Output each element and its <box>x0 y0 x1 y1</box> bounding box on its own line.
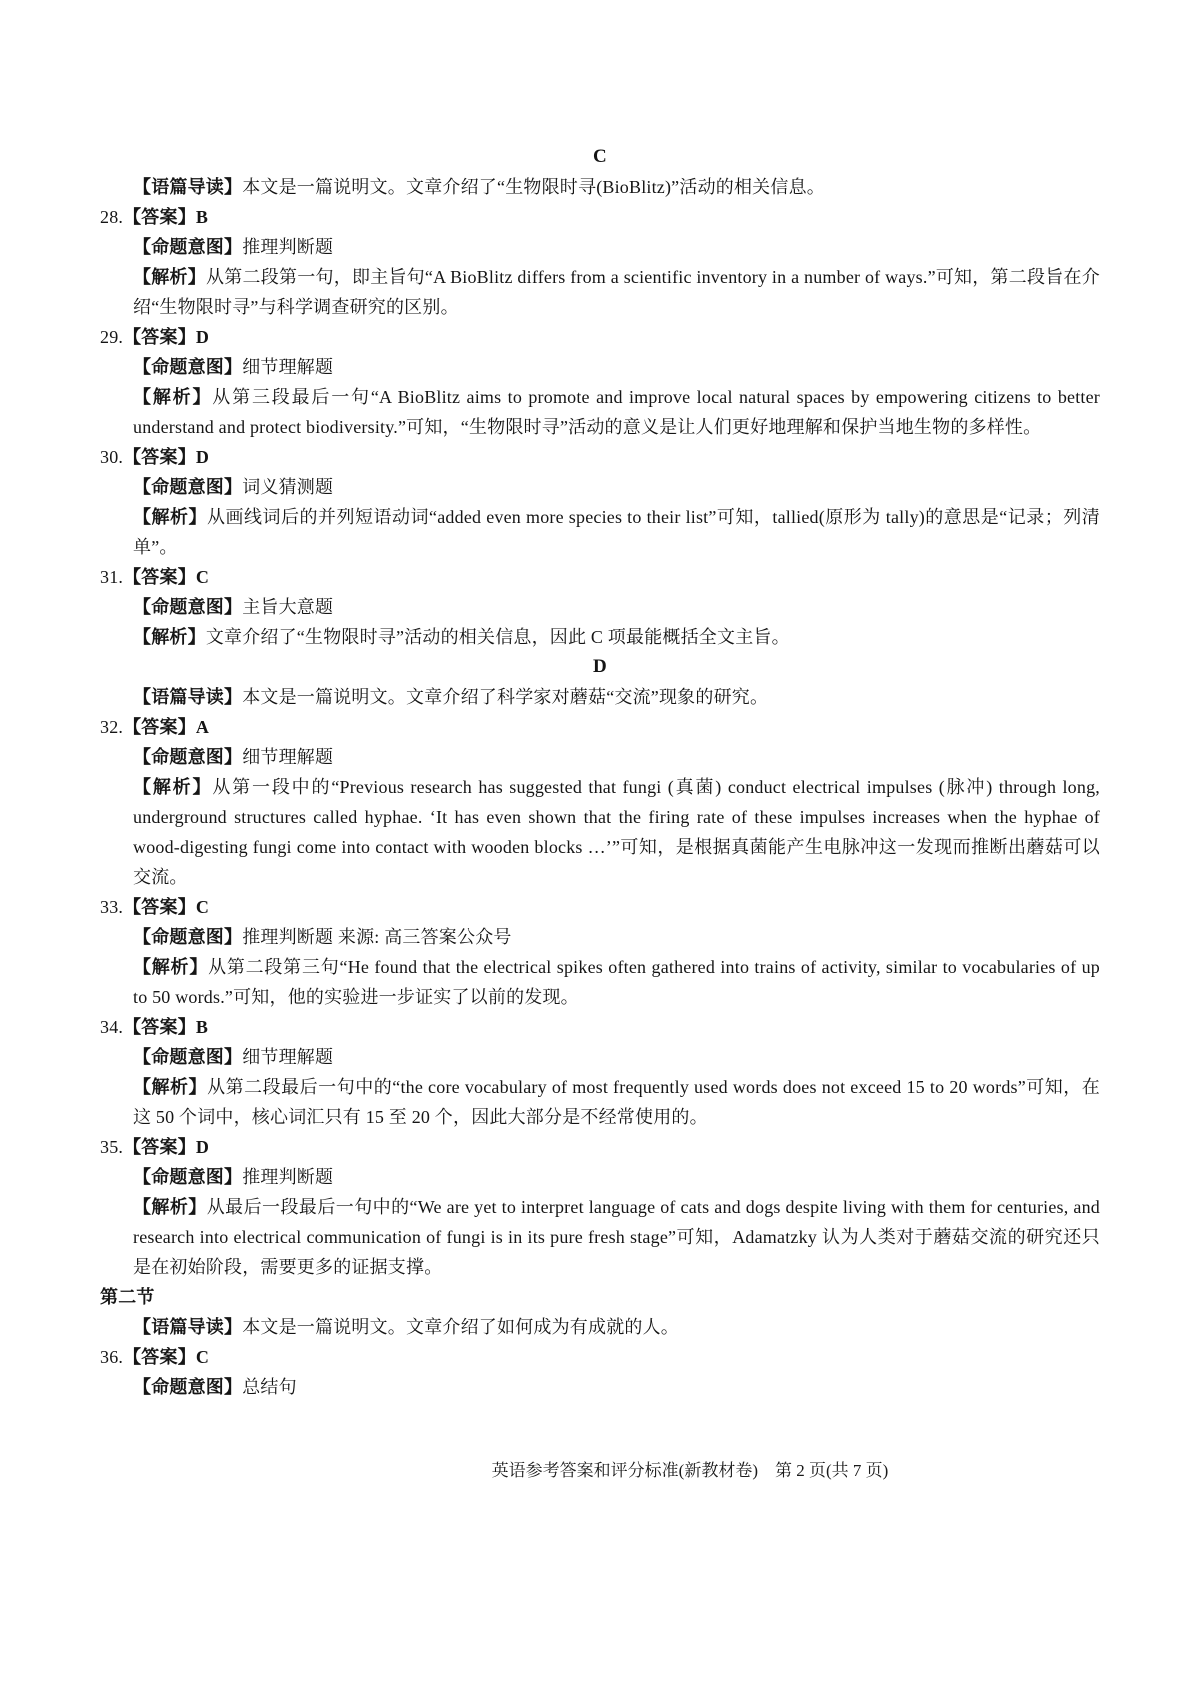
bracket-label: 【解析】 <box>133 507 208 527</box>
answer-analysis <box>133 952 1100 1012</box>
bracket-label: 【命题意图】 <box>133 747 243 767</box>
bracket-label: 【命题意图】 <box>133 1167 243 1187</box>
question-number: 28. <box>100 207 124 227</box>
bracket-label: 【语篇导读】 <box>133 1317 243 1337</box>
passage-intro <box>133 1312 1100 1342</box>
bracket-label: 【答案】 <box>123 447 196 467</box>
question-intent <box>133 742 1100 772</box>
bracket-label: 【命题意图】 <box>133 1377 243 1397</box>
line-text: 从画线词后的并列短语动词“added even more species to their list”可知，tallied(原形为 tally)的意思是“记录；列清单”。 <box>133 507 1100 557</box>
question-number: 30. <box>100 447 124 467</box>
bracket-label: 【解析】 <box>133 627 206 647</box>
bracket-label: 【命题意图】 <box>133 237 243 257</box>
line-text: 从第二段第一句，即主旨句“A BioBlitz differs from a scientific inventory in a number of ways.”可知，第二段旨在介绍“生物限时寻”与科学调查研究的区别。 <box>133 267 1100 317</box>
bracket-label: 【答案】 <box>123 207 196 227</box>
answer-analysis <box>133 1072 1100 1132</box>
line-text: A <box>195 717 210 737</box>
question-intent <box>133 1042 1100 1072</box>
line-text: 本文是一篇说明文。文章介绍了“生物限时寻(BioBlitz)”活动的相关信息。 <box>242 177 825 197</box>
question-number: 29. <box>100 327 124 347</box>
line-text: 文章介绍了“生物限时寻”活动的相关信息，因此 C 项最能概括全文主旨。 <box>205 627 790 647</box>
question-intent <box>133 1372 1100 1402</box>
line-text: 推理判断题 <box>242 237 334 257</box>
line-text: D <box>593 656 607 677</box>
line-text: D <box>195 327 210 347</box>
bracket-label: 【答案】 <box>123 897 196 917</box>
bracket-label: 【解析】 <box>133 267 206 287</box>
line-text: B <box>195 1017 209 1037</box>
bracket-label: 【语篇导读】 <box>133 687 243 707</box>
answer-line <box>100 562 1100 592</box>
question-intent <box>133 922 1100 952</box>
bracket-label: 【解析】 <box>133 1077 208 1097</box>
question-intent <box>133 472 1100 502</box>
line-text: 推理判断题 <box>242 1167 334 1187</box>
bracket-label: 【语篇导读】 <box>133 177 243 197</box>
bracket-label: 【命题意图】 <box>133 927 243 947</box>
answer-key-body <box>100 142 1100 1402</box>
bracket-label: 【解析】 <box>133 777 213 797</box>
line-text: 推理判断题 来源: 高三答案公众号 <box>242 927 512 947</box>
line-text: 从最后一段最后一句中的“We are yet to interpret language of cats and dogs despite living with them for centuries, and research into electrical communication of fungi is in its pure fresh stage”可知，Adamatzky 认为人类对于蘑菇交流的研究还只是在初始阶段，需要更多的证据支撑。 <box>133 1197 1100 1277</box>
question-number: 34. <box>100 1017 124 1037</box>
question-number: 33. <box>100 897 124 917</box>
line-text: 细节理解题 <box>242 357 334 377</box>
answer-analysis <box>133 502 1100 562</box>
bracket-label: 【解析】 <box>133 957 209 977</box>
bracket-label: 【答案】 <box>123 717 196 737</box>
answer-line <box>100 712 1100 742</box>
line-text: 第二节 <box>100 1287 155 1307</box>
line-text: C <box>195 1347 210 1367</box>
bracket-label: 【答案】 <box>123 1017 196 1037</box>
answer-analysis <box>133 772 1100 892</box>
bracket-label: 【答案】 <box>123 1137 196 1157</box>
passage-intro <box>133 682 1100 712</box>
answer-line <box>100 1342 1100 1372</box>
line-text: 总结句 <box>242 1377 297 1397</box>
line-text: D <box>195 1137 210 1157</box>
answer-line <box>100 202 1100 232</box>
answer-analysis <box>133 382 1100 442</box>
line-text: 从第二段最后一句中的“the core vocabulary of most frequently used words does not exceed 15 to 20 words”可知，在这 50 个词中，核心词汇只有 15 至 20 个，因此大部分是不经常使用的。 <box>133 1077 1100 1127</box>
line-text: 从第二段第三句“He found that the electrical spikes often gathered into trains of activity, similar to vocabularies of up to 50 words.”可知，他的实验进一步证实了以前的发现。 <box>133 957 1100 1007</box>
question-intent <box>133 232 1100 262</box>
line-text: 本文是一篇说明文。文章介绍了如何成为有成就的人。 <box>242 1317 680 1337</box>
answer-analysis <box>133 622 1100 652</box>
answer-analysis <box>133 1192 1100 1282</box>
bracket-label: 【命题意图】 <box>133 597 243 617</box>
line-text: 从第三段最后一句“A BioBlitz aims to promote and improve local natural spaces by empowering citizens to better understand and protect biodiversity.”可知，“生物限时寻”活动的意义是让人们更好地理解和保护当地生物的多样性。 <box>133 387 1100 437</box>
bracket-label: 【解析】 <box>133 1197 207 1217</box>
line-text: C <box>195 567 210 587</box>
answer-line <box>100 892 1100 922</box>
question-intent <box>133 1162 1100 1192</box>
bracket-label: 【命题意图】 <box>133 477 243 497</box>
passage-intro <box>133 172 1100 202</box>
line-text: 主旨大意题 <box>242 597 334 617</box>
question-number: 36. <box>100 1347 124 1367</box>
section-title <box>100 1282 1100 1312</box>
bracket-label: 【命题意图】 <box>133 1047 243 1067</box>
answer-analysis <box>133 262 1100 322</box>
line-text: 本文是一篇说明文。文章介绍了科学家对蘑菇“交流”现象的研究。 <box>242 687 769 707</box>
answer-line <box>100 322 1100 352</box>
line-text: 从第一段中的“Previous research has suggested that fungi (真菌) conduct electrical impulses (脉冲) through long, underground structures called hyphae. ‘It has even shown that the firing rate of these impulses increases when the hyphae of wood-digesting fungi come into contact with wooden blocks …’”可知，是根据真菌能产生电脉冲这一发现而推断出蘑菇可以交流。 <box>133 777 1100 887</box>
answer-line <box>100 1012 1100 1042</box>
line-text: 细节理解题 <box>242 747 334 767</box>
line-text: D <box>195 447 210 467</box>
line-text: C <box>195 897 210 917</box>
bracket-label: 【答案】 <box>123 327 196 347</box>
line-text: 词义猜测题 <box>242 477 334 497</box>
question-number: 35. <box>100 1137 124 1157</box>
question-intent <box>133 592 1100 622</box>
answer-line <box>100 442 1100 472</box>
bracket-label: 【答案】 <box>123 567 196 587</box>
section-letter <box>100 142 1100 172</box>
question-number: 32. <box>100 717 124 737</box>
line-text: 细节理解题 <box>242 1047 334 1067</box>
question-number: 31. <box>100 567 124 587</box>
line-text: B <box>195 207 209 227</box>
question-intent <box>133 352 1100 382</box>
line-text: C <box>593 146 607 167</box>
bracket-label: 【命题意图】 <box>133 357 243 377</box>
bracket-label: 【解析】 <box>133 387 213 407</box>
bracket-label: 【答案】 <box>123 1347 196 1367</box>
page-footer: 英语参考答案和评分标准(新教材卷) 第 2 页(共 7 页) <box>491 1461 889 1480</box>
section-letter <box>100 652 1100 682</box>
answer-line <box>100 1132 1100 1162</box>
